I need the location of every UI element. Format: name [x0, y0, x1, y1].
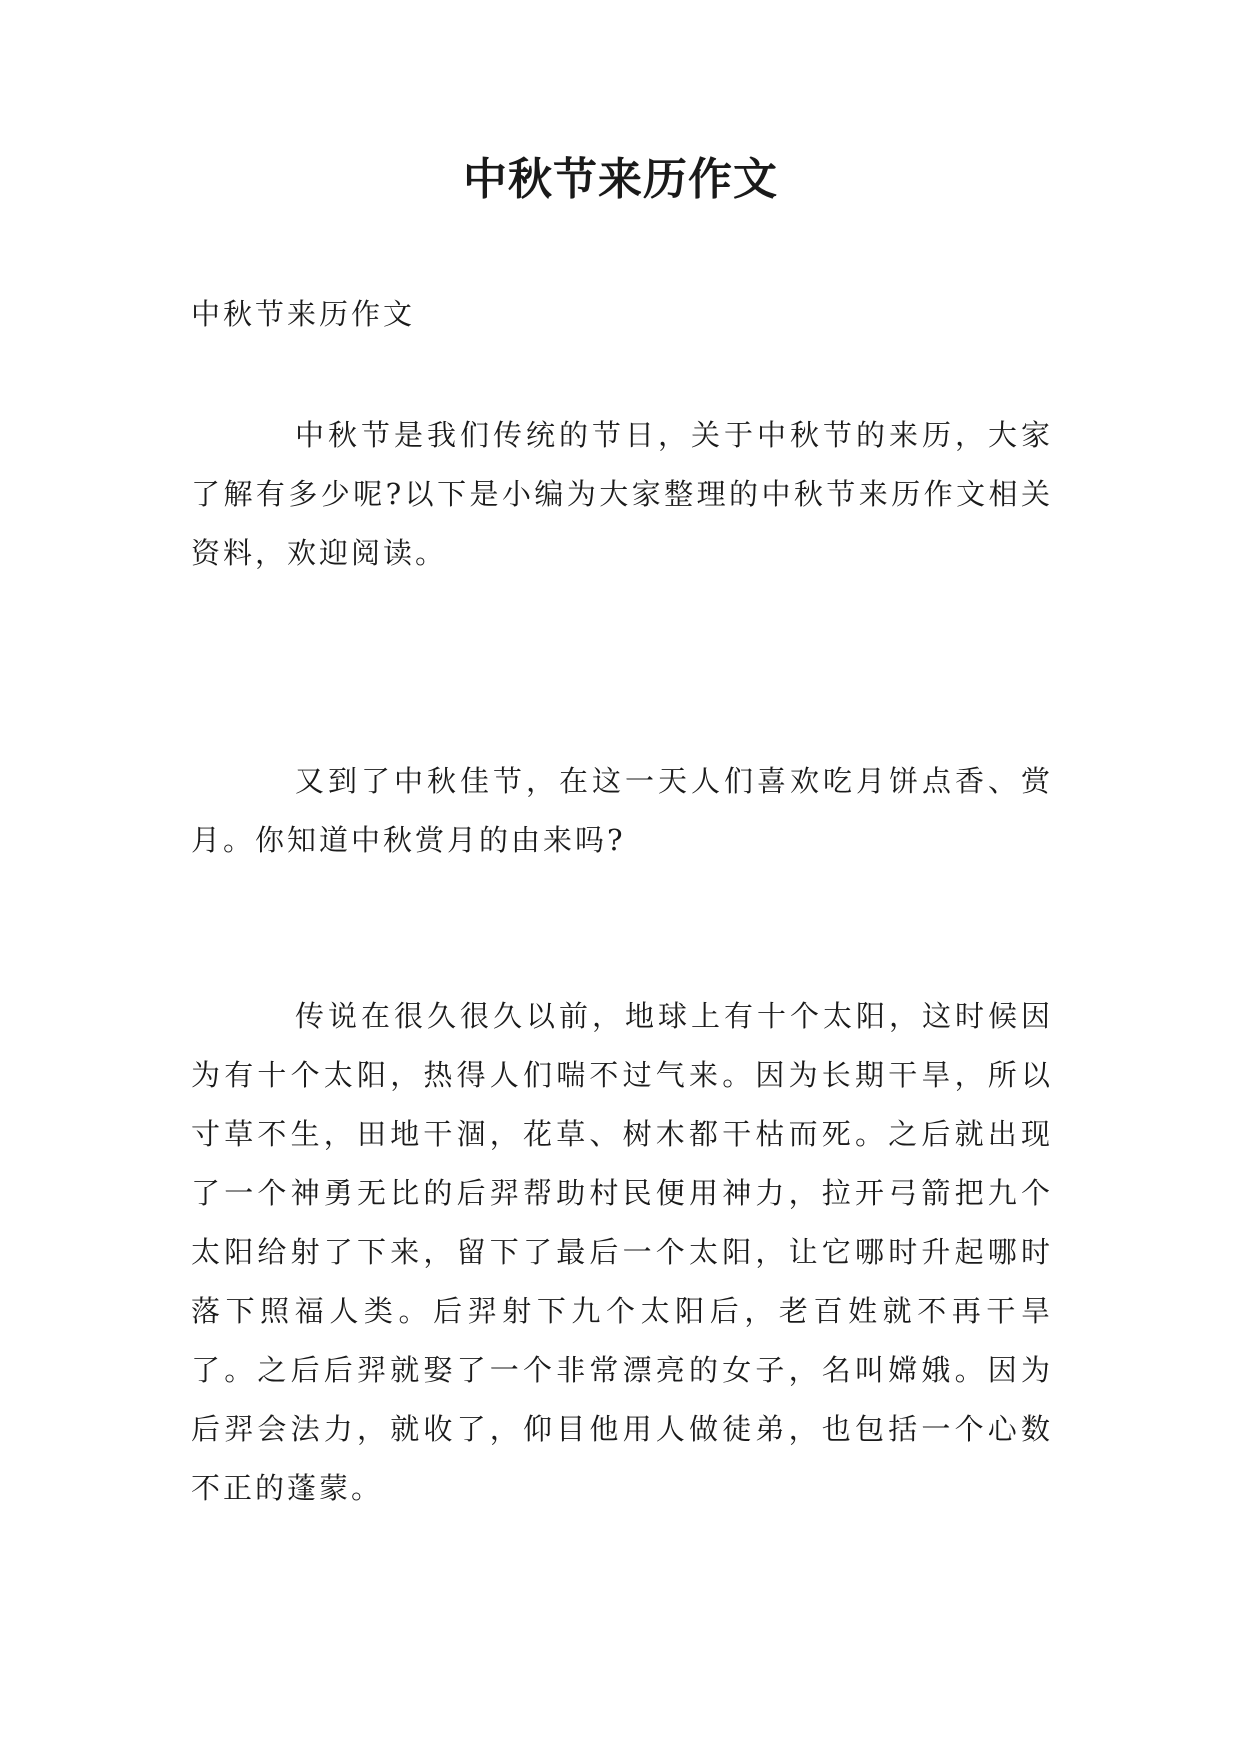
paragraph-mid-autumn: 又到了中秋佳节，在这一天人们喜欢吃月饼点香、赏月。你知道中秋赏月的由来吗?: [191, 764, 1053, 857]
paragraph-intro: 中秋节是我们传统的节日，关于中秋节的来历，大家了解有多少呢?以下是小编为大家整理的中秋节来历作文相关资料，欢迎阅读。: [191, 418, 1053, 570]
paragraph-legend: 传说在很久很久以前，地球上有十个太阳，这时候因为有十个太阳，热得人们喘不过气来。因为长期干旱，所以寸草不生，田地干涸，花草、树木都干枯而死。之后就出现了一个神勇无比的后羿帮助村民便用神力，拉开弓箭把九个太阳给射了下来，留下了最后一个太阳，让它哪时升起哪时落下照福人类。后羿射下九个太阳后，老百姓就不再干旱了。之后后羿就娶了一个非常漂亮的女子，名叫嫦娥。因为后羿会法力，就收了，仰目他用人做徒弟，也包括一个心数不正的蓬蒙。: [191, 999, 1053, 1505]
document-title: 中秋节来历作文: [463, 154, 778, 205]
document-subtitle: 中秋节来历作文: [191, 297, 416, 331]
